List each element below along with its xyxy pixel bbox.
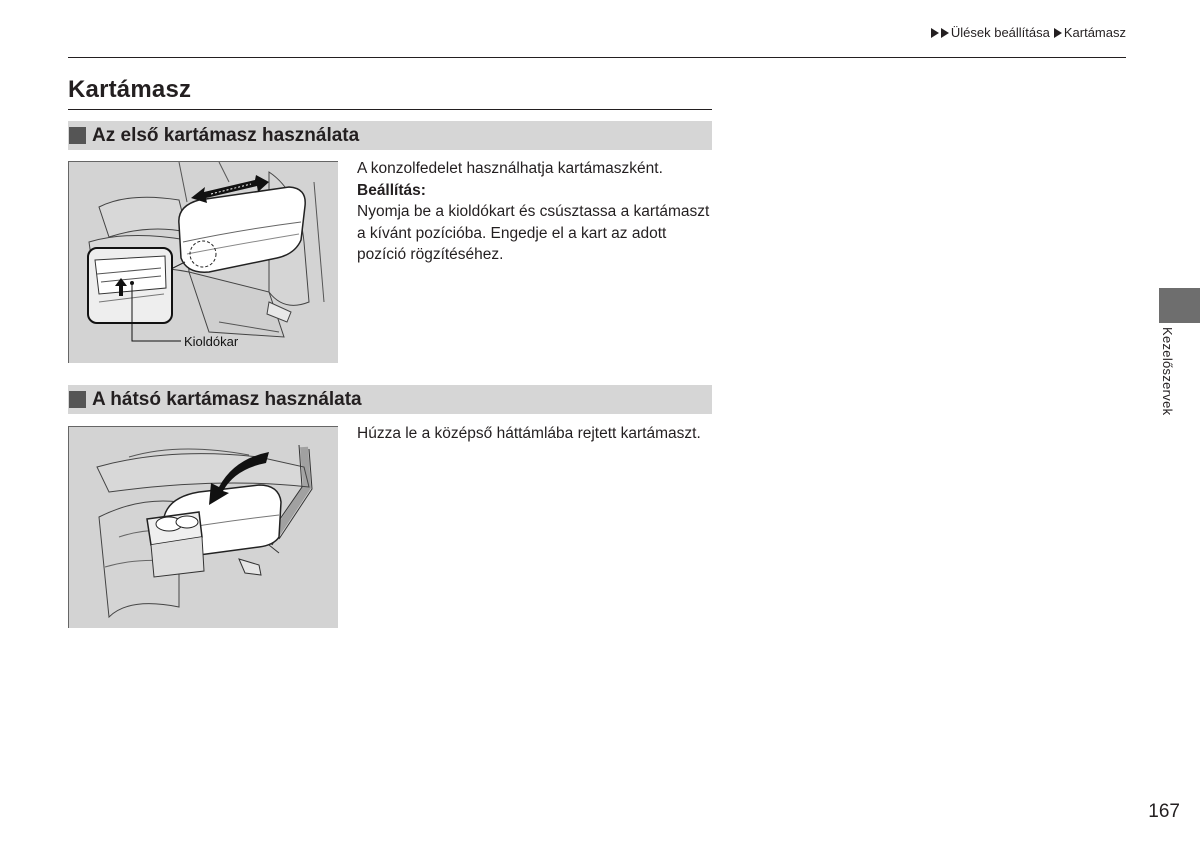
section-heading-rear [68, 385, 712, 414]
front-instruction: Nyomja be a kioldókart és csúsztassa a kartámaszt a kívánt pozícióba. Engedje el a kart az adott pozíció rögzítéséhez. [357, 203, 710, 263]
square-bullet-icon [69, 127, 86, 144]
rear-instructions [357, 423, 717, 445]
breadcrumb-page: Kartámasz [1063, 25, 1126, 40]
figure-callout-label: Kioldókar [184, 334, 239, 349]
front-armrest-illustration [68, 161, 338, 363]
chapter-tab-marker[interactable] [1159, 288, 1200, 323]
square-bullet-icon [69, 391, 86, 408]
section-heading-front [68, 121, 712, 150]
triangle-right-icon [931, 28, 939, 38]
rear-instruction: Húzza le a középső háttámlába rejtett kartámaszt. [357, 425, 701, 442]
front-instructions [357, 158, 717, 266]
front-intro: A konzolfedelet használhatja kartámaszként. [357, 160, 663, 177]
rear-armrest-illustration [68, 426, 338, 628]
triangle-right-icon [941, 28, 949, 38]
chapter-tab-label: Kezelőszervek [1160, 327, 1175, 416]
breadcrumb [931, 25, 1126, 40]
setting-label: Beállítás: [357, 181, 426, 199]
page-number: 167 [1148, 801, 1180, 822]
section-title-front: Az első kartámasz használata [92, 124, 360, 146]
title-divider [68, 109, 712, 110]
page-title: Kartámasz [68, 76, 192, 103]
header-divider [68, 57, 1126, 58]
section-title-rear: A hátsó kartámasz használata [92, 388, 362, 410]
triangle-right-icon [1054, 28, 1062, 38]
breadcrumb-section[interactable]: Ülések beállítása [950, 25, 1050, 40]
